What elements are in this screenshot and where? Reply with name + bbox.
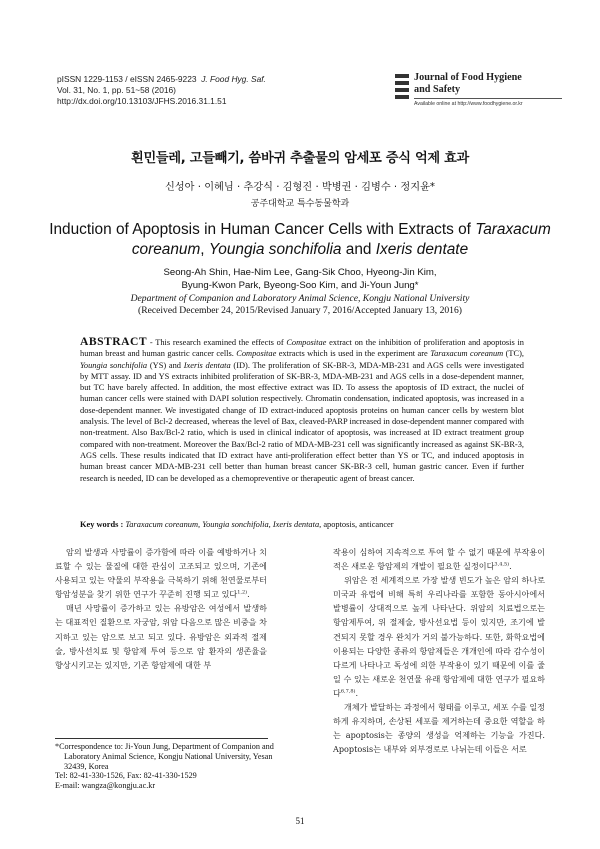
journal-masthead xyxy=(395,72,561,112)
affiliation-english: Department of Companion and Laboratory Animal Science, Kongju National University xyxy=(130,293,470,304)
masthead-divider xyxy=(414,98,562,99)
authors-english: Seong-Ah Shin, Hae-Nim Lee, Gang-Sik Choo, Hyeong-Jin Kim, Byung-Kwon Park, Byeong-Soo Kim, and Ji-Youn Jung* xyxy=(163,267,437,291)
footnote-line: *Correspondence to: Ji-Youn Jung, Department of Companion and xyxy=(55,742,274,751)
correspondence-footnote xyxy=(55,742,285,791)
abstract: ABSTRACT - This research examined the effects of Compositae extract on the inhibition of proliferation and apoptosis in human breast and human gastric cancer cells. Compositae extracts which is used in the experiment are Taraxacum coreanum (TC), Youngia sonchifolia (YS) and Ixeris dentata (ID). The proliferation of SK-BR-3, MDA-MB-231 and AGS cells were investigated by MTT assay. ID and YS extracts inhibited proliferation of SK-BR-3, MDA-MB-231 and AGS cells in a dose-dependent manner, but TC have barely affected. In addition, the most effective extract was ID. To assess the apoptosis of ID extract, the nuclei of human cancer cells were stained with DAPI solution respectively. Chromatin condensation, indicated apoptosis, was increased in a dose-dependent manner. We investigated change of ID extract-induced apoptosis proteins on human cancer cells by western blot analysis. The level of Bcl-2 decreased, whereas the level of Bax, cleaved-PARP increased in dose-dependent manner compared with non-treatment. Also Bax/Bcl-2 ratio, which is used in clinical indicator of apoptosis, was increased at ID extract treatment group compared with non-treatment. Moreover the Bax/Bcl-2 ratio of MDA-MB-231 cell was significantly increased as against SK-BR-3, AGS cells. These results indicated that ID extract have anti-proliferation effect better than YS or TC, and induced apoptosis in human breast cancer MDA-MB-231 cell better than human breast cancer SK-BR-3 cell, human gastric cancer. Even if further research is needed, ID can be developed as a chemopreventive or therapeutic agent of breast cancer. xyxy=(80,335,525,483)
title-korean: 흰민들레, 고들빼기, 씀바귀 추출물의 암세포 증식 억제 효과 xyxy=(131,151,469,166)
doi-link[interactable]: http://dx.doi.org/10.13103/JFHS.2016.31.1.51 xyxy=(57,96,227,106)
title-english: Induction of Apoptosis in Human Cancer Cells with Extracts of Taraxacum coreanum, Youngia sonchifolia and Ixeris dentate xyxy=(49,221,551,258)
page-number: 51 xyxy=(295,816,305,826)
received-dates: (Received December 24, 2015/Revised January 7, 2016/Accepted January 13, 2016) xyxy=(138,305,462,316)
journal-name: Journal of Food Hygiene and Safety xyxy=(414,72,522,95)
body-column-right xyxy=(333,545,545,756)
keywords-label: Key words : xyxy=(80,520,124,529)
volume-line: Vol. 31, No. 1, pp. 51~58 (2016) xyxy=(57,85,176,95)
affiliation-korean: 공주대학교 특수동물학과 xyxy=(250,199,350,209)
body-column-left xyxy=(55,545,267,672)
footnote-line: E-mail: wangza@kongju.ac.kr xyxy=(55,781,156,791)
footnote-line: Tel: 82-41-330-1526, Fax: 82-41-330-1529 xyxy=(55,771,197,781)
issn: pISSN 1229-1153 / eISSN 2465-9223 xyxy=(57,74,197,84)
authors-korean: 신성아 · 이혜님 · 추강식 · 김형진 · 박병권 · 김병수 · 정지윤* xyxy=(164,182,436,193)
journal-url[interactable]: Available online at http://www.foodhygiene.or.kr xyxy=(414,101,523,107)
journal-citation-block xyxy=(57,74,297,107)
journal-abbrev: J. Food Hyg. Saf. xyxy=(201,74,266,84)
journal-logo-icon xyxy=(395,74,409,100)
abstract-label: ABSTRACT xyxy=(80,335,148,348)
paragraph: 매년 사망률이 증가하고 있는 유방암은 여성에서 발생하는 대표적인 질환으로 자궁암, 위암 다음으로 많은 비중을 차지하고 있는 암으로 보고 되고 있다. 유방암은 외과적 절제술, 방사선치료 및 항암제 투여 등으로 암 환자의 생존율을 향상시키고는 있지만, 기존 항암제에 대한 부 xyxy=(55,603,267,670)
paragraph: 암의 발생과 사망률이 증가함에 따라 이를 예방하거나 치료할 수 있는 물질에 대한 관심이 고조되고 있으며, 기존에 사용되고 있는 약물의 부작용을 극복하기 위해 천연물로부터 항암성분을 찾기 위한 연구가 꾸준히 진행 되고 있다$^{1,2)}$. xyxy=(55,547,267,600)
footnote-line: 32439, Korea xyxy=(64,761,109,771)
keywords: Key words : Taraxacum coreanum, Youngia sonchifolia, Ixeris dentata, apoptosis, anticancer xyxy=(80,520,394,529)
footnote-divider xyxy=(55,738,268,739)
paragraph: 개체가 발달하는 과정에서 형태를 이루고, 세포 수를 일정하게 유지하며, 손상된 세포를 제거하는데 중요한 역할을 하는 apoptosis는 종양의 생성을 억제하는 기능을 가진다. Apoptosis는 내부와 외부경로로 나뉘는데 이들은 서로 xyxy=(333,702,545,755)
paragraph: 위암은 전 세계적으로 가장 발생 빈도가 높은 암의 하나로 미국과 유럽에 비해 특히 우리나라를 포함한 동아시아에서 발병률이 상대적으로 높게 나타난다. 위암의 치료법으로는 항암제투여, 위 절제술, 방사선요법 등이 있지만, 조기에 발견되지 못할 경우 완치가 거의 불가능하다. 또한, 화학요법에 이용되는 다양한 종류의 항암제들은 개개인에 따라 감수성이 다르게 나타나고 독성에 의한 부작용이 있기 때문에 이를 줄일 수 있는 새로운 천연물 유래 항암제에 대한 연구가 필요하다$^{6,7,8)}$. xyxy=(333,575,545,698)
paragraph: 작용이 심하여 지속적으로 투여 할 수 없기 때문에 부작용이 적은 새로운 항암제의 개발이 필요한 실정이다$^{3,4,5)}$. xyxy=(333,547,545,572)
footnote-line: Laboratory Animal Science, Kongju National University, Yesan xyxy=(64,751,273,761)
